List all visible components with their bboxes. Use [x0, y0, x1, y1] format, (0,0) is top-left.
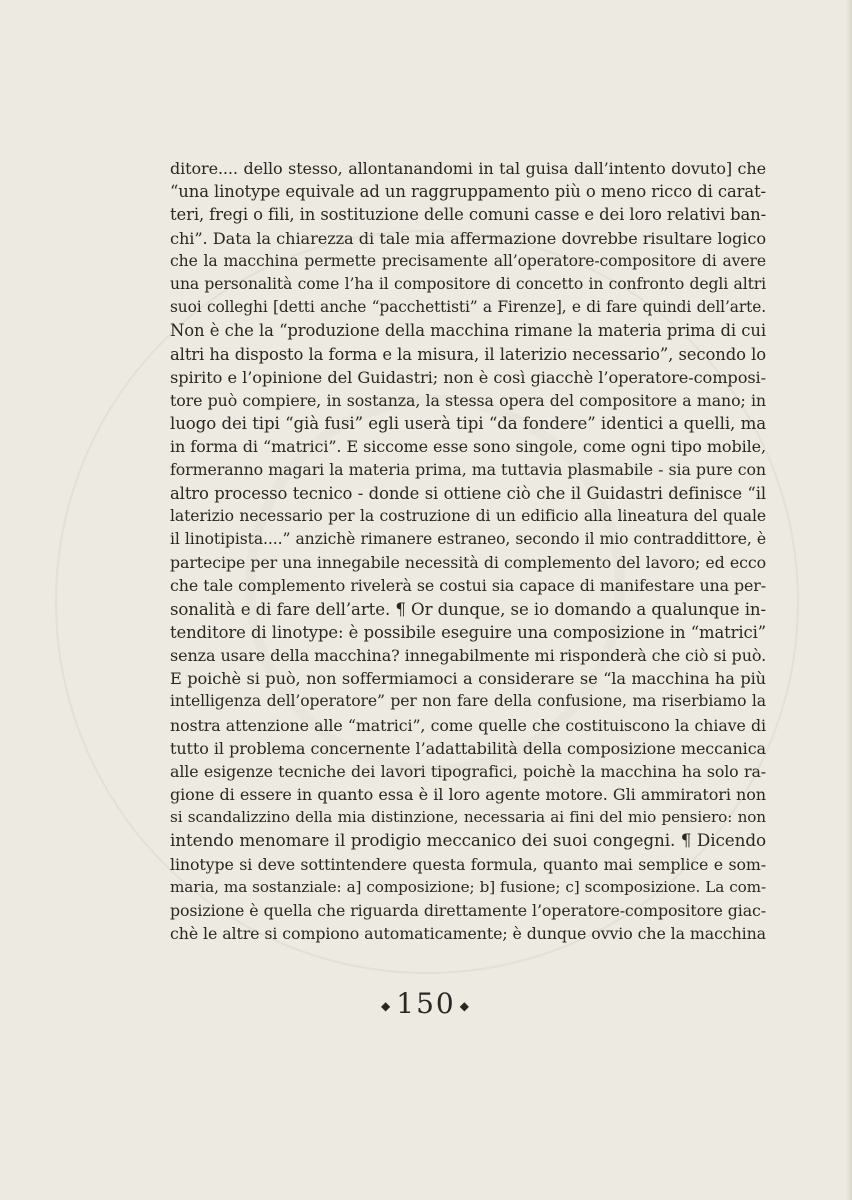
text-line: tenditore di linotype: è possibile eseguire una composizione in “matrici”	[170, 622, 766, 642]
text-line: spirito e l’opinione del Guidastri; non è così giacchè l’operatore-composi-	[170, 367, 766, 387]
folio-ornament-left: ◆	[381, 998, 393, 1013]
text-line: Non è che la “produzione della macchina rimane la materia prima di cui	[170, 321, 766, 341]
text-line: in forma di “matrici”. E siccome esse sono singole, come ogni tipo mobile,	[170, 437, 766, 457]
text-line: che tale complemento rivelerà se costui sia capace di manifestare una per-	[170, 576, 766, 596]
text-line: tutto il problema concernente l’adattabilità della composizione meccanica	[170, 738, 766, 758]
text-line: laterizio necessario per la costruzione di un edificio alla lineatura del quale	[170, 506, 766, 525]
text-line: si scandalizzino della mia distinzione, necessaria ai fini del mio pensiero: non	[170, 808, 766, 827]
text-line: altro processo tecnico - donde si ottiene ciò che il Guidastri definisce “il	[170, 483, 766, 503]
text-line: chi”. Data la chiarezza di tale mia affermazione dovrebbe risultare logico	[170, 228, 766, 248]
text-line: maria, ma sostanziale: a] composizione; b] fusione; c] scomposizione. La com-	[170, 877, 766, 896]
text-line: intendo menomare il prodigio meccanico dei suoi congegni. ¶ Dicendo	[170, 830, 766, 851]
text-line: tore può compiere, in sostanza, la stessa opera del compositore a mano; in	[170, 390, 766, 410]
text-line: nostra attenzione alle “matrici”, come quelle che costituiscono la chiave di	[170, 715, 766, 735]
text-line: il linotipista....” anzichè rimanere estraneo, secondo il mio contraddittore, è	[170, 530, 766, 548]
text-line: chè le altre si compiono automaticamente; è dunque ovvio che la macchina	[170, 924, 766, 944]
text-line: ditore.... dello stesso, allontanandomi in tal guisa dall’intento dovuto] che	[170, 159, 766, 178]
text-line: partecipe per una innegabile necessità di complemento del lavoro; ed ecco	[170, 553, 766, 573]
page-edge-shadow	[846, 0, 852, 1200]
text-line: E poichè si può, non soffermiamoci a considerare se “la macchina ha più	[170, 669, 766, 689]
text-line: “una linotype equivale ad un raggruppamento più o meno ricco di carat-	[170, 182, 766, 202]
text-line: linotype si deve sottintendere questa formula, quanto mai semplice e som-	[170, 854, 766, 874]
text-line: posizione è quella che riguarda direttamente l’operatore-compositore giac-	[170, 901, 766, 920]
body-text	[170, 157, 766, 945]
text-line: alle esigenze tecniche dei lavori tipografici, poichè la macchina ha solo ra-	[170, 761, 766, 781]
page-number-value: 150	[396, 987, 456, 1020]
text-line: intelligenza dell’operatore” per non fare della confusione, ma riserbiamo la	[170, 692, 766, 711]
text-line: luogo dei tipi “già fusi” egli userà tipi “da fondere” identici a quelli, ma	[170, 414, 766, 434]
text-line: altri ha disposto la forma e la misura, il laterizio necessario”, secondo lo	[170, 344, 766, 364]
text-line: una personalità come l’ha il compositore di concetto in confronto degli altri	[170, 274, 766, 293]
page-number	[0, 987, 852, 1020]
text-line: che la macchina permette precisamente all’operatore-compositore di avere	[170, 251, 766, 270]
text-line: formeranno magari la materia prima, ma tuttavia plasmabile - sia pure con	[170, 460, 766, 480]
folio-ornament-right: ◆	[459, 998, 471, 1013]
text-line: senza usare della macchina? innegabilmente mi risponderà che ciò si può.	[170, 645, 767, 665]
text-line: teri, fregi o fili, in sostituzione delle comuni casse e dei loro relativi ban-	[170, 205, 767, 225]
text-line: sonalità e di fare dell’arte. ¶ Or dunque, se io domando a qualunque in-	[170, 599, 766, 619]
text-line: gione di essere in quanto essa è il loro agente motore. Gli ammiratori non	[170, 785, 766, 805]
text-line: suoi colleghi [detti anche “pacchettisti” a Firenze], e di fare quindi dell’arte.	[170, 298, 766, 317]
